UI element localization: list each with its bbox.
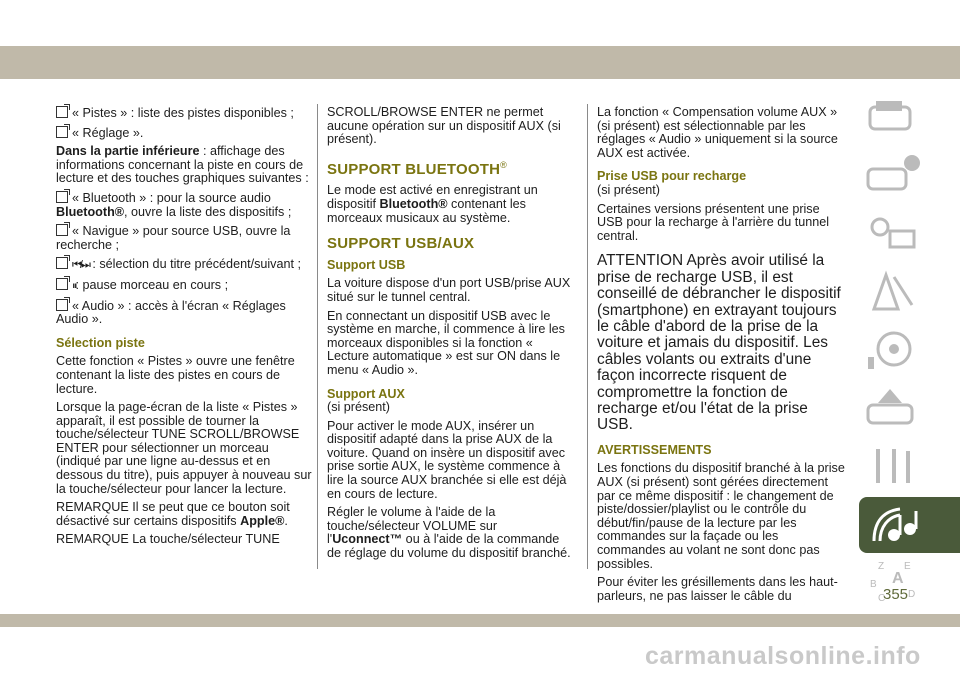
page-number: 355 [883, 586, 909, 603]
top-bar [0, 46, 960, 79]
seat-belt-icon [864, 269, 924, 313]
steering-wheel-icon [864, 327, 924, 371]
heading-selection-piste: Sélection piste [56, 335, 145, 350]
subheading-support-aux: Support AUX [327, 386, 405, 401]
subheading-avertissements: AVERTISSEMENTS [597, 442, 712, 457]
bullet-reglage: « Réglage ». [56, 126, 312, 141]
bullet-bluetooth: « Bluetooth » : pour la source audio Bluetooth®, ouvre la liste des dispositifs ; [56, 190, 292, 219]
paragraph: En connectant un dispositif USB avec le système en marche, il commence à lire les morceaux disponibles si la fonction « Lecture automatique » est sur ON dans le menu « Audio ». [327, 308, 565, 377]
bullet-icon [56, 224, 68, 236]
index-letter: D [908, 589, 916, 600]
tab-multimedia[interactable] [859, 497, 960, 553]
tools-icon [864, 443, 924, 487]
paragraph: La fonction « Compensation volume AUX » (si présent) est sélectionnable par les réglages « Audio » uniquement si la source AUX est activée. [597, 105, 838, 160]
top-band [0, 0, 960, 79]
index-letter: B [870, 579, 877, 590]
tab-car-info[interactable] [859, 149, 960, 205]
index-letter: E [904, 561, 911, 572]
index-letter: C [878, 593, 886, 604]
pause-icon: ⏸ [72, 279, 76, 292]
tab-steering-wheel[interactable] [859, 323, 960, 379]
bullet-audio: « Audio » : accès à l'écran « Réglages Audio ». [56, 298, 286, 327]
side-chapter-tabs [859, 91, 960, 613]
column-1 [56, 106, 312, 552]
bullet-icon [56, 278, 68, 290]
tab-car-warning[interactable] [859, 381, 960, 437]
tab-seat-belt[interactable] [859, 265, 960, 321]
bullet-icon [56, 299, 68, 311]
bullet-icon [56, 257, 68, 269]
bullet-prev-next: ⏮/⏭ : sélection du titre précédent/suivant ; [56, 257, 312, 273]
tab-warning-lights[interactable] [859, 207, 960, 263]
multimedia-icon [864, 501, 924, 549]
subheading-support-usb: Support USB [327, 257, 406, 272]
watermark: carmanualsonline.info [645, 642, 921, 670]
tab-car-window[interactable] [859, 91, 960, 147]
column-2 [327, 106, 573, 566]
car-info-icon [864, 153, 924, 197]
bullet-icon [56, 106, 68, 118]
column-3 [597, 106, 847, 608]
heading-support-bluetooth: SUPPORT BLUETOOTH® [327, 159, 507, 178]
warning-lights-icon [864, 211, 924, 255]
column-divider [587, 104, 588, 569]
note-si-present: (si présent) [597, 182, 660, 197]
column-divider [317, 104, 318, 569]
subheading-prise-usb: Prise USB pour recharge [597, 169, 747, 184]
bullet-pistes: « Pistes » : liste des pistes disponibles ; [56, 106, 312, 121]
bullet-navigue: « Navigue » pour source USB, ouvre la recherche ; [56, 224, 291, 252]
paragraph-bluetooth: Le mode est activé en enregistrant un dispositif Bluetooth® contenant les morceaux musicaux au système. [327, 183, 538, 225]
paragraph: Les fonctions du dispositif branché à la prise AUX (si présent) sont gérées directement par ce même dispositif : le changement de piste/dossier/playlist ou le contrôle du début/fin/pause de la lecture par les commandes sur la façade ou les commandes au volant ne sont donc pas possibles. [597, 461, 845, 571]
index-letter: Z [878, 561, 885, 572]
lower-part-paragraph: Dans la partie inférieure : affichage des informations concernant la piste en cours de lecture et des touches graphiques suivantes : [56, 144, 309, 186]
tab-index[interactable] [859, 555, 960, 611]
paragraph: Pour activer le mode AUX, insérer un dispositif adapté dans la prise AUX de la voiture. Quand on insère un dispositif avec prise sortie AUX, le système commence à lire la source AUX branchée si elle est déjà en cours de lecture. [327, 418, 567, 501]
paragraph: Lorsque la page-écran de la liste « Pistes » apparaît, il est possible de tourner la touche/sélecteur TUNE SCROLL/BROWSE ENTER pour sélectionner un morceau (indiqué par une ligne au-dessus et en dessous du titre), puis appuyer à nouveau sur la touche/sélecteur pour lancer la lecture. [56, 400, 312, 496]
note-si-present: (si présent) [327, 400, 390, 415]
paragraph: Certaines versions présentent une prise USB pour la recharge à l'arrière du tunnel central. [597, 201, 830, 243]
index-letter: A [892, 570, 904, 587]
car-window-icon [864, 95, 924, 139]
paragraph: SCROLL/BROWSE ENTER ne permet aucune opération sur un dispositif AUX (si présent). [327, 105, 561, 147]
remark-apple: REMARQUE Il se peut que ce bouton soit désactivé sur certains dispositifs Apple®. [56, 500, 290, 528]
remark-tune: REMARQUE La touche/sélecteur TUNE [56, 532, 280, 547]
car-warning-icon [864, 385, 924, 429]
prev-next-icon: ⏮/⏭ [72, 259, 89, 272]
bullet-pause: ⏸: pause morceau en cours ; [56, 278, 312, 294]
bullet-icon [56, 126, 68, 138]
paragraph: Pour éviter les grésillements dans les haut-parleurs, ne pas laisser le câble du [597, 575, 838, 603]
heading-support-usb-aux: SUPPORT USB/AUX [327, 235, 475, 253]
bullet-icon [56, 191, 68, 203]
paragraph-volume: Régler le volume à l'aide de la touche/sélecteur VOLUME sur l'Uconnect™ ou à l'aide de la commande de réglage du volume du dispositif branché. [327, 505, 571, 561]
paragraph: La voiture dispose d'un port USB/prise AUX situé sur le tunnel central. [327, 276, 571, 304]
attention-paragraph: ATTENTION Après avoir utilisé la prise de recharge USB, il est conseillé de débrancher le dispositif (smartphone) en extrayant toujours le câble d'abord de la prise de la voiture et jamais du dispositif. Les câbles volants ou extraits d'une façon incorrecte risquent de compromettre la fonction de recharge et/ou l'état de la prise USB. [597, 252, 841, 434]
paragraph: Cette fonction « Pistes » ouvre une fenêtre contenant la liste des pistes en cours de lecture. [56, 354, 295, 396]
footer-bar [0, 614, 960, 627]
tab-tools[interactable] [859, 439, 960, 495]
